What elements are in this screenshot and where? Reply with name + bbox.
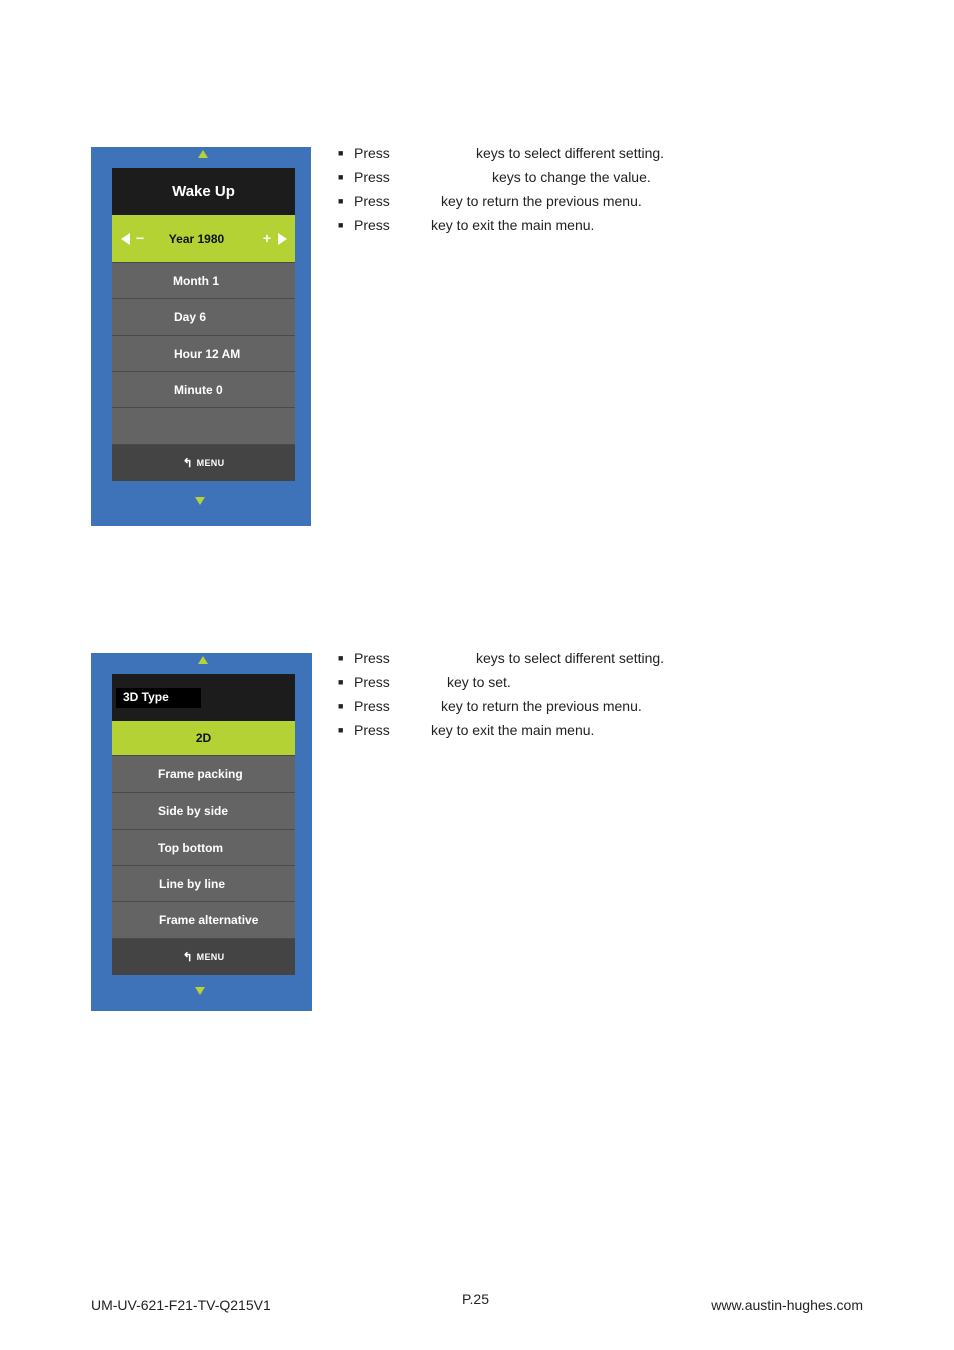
instruction-text: key to set. (447, 674, 511, 690)
wakeup-menu-footer[interactable] (112, 444, 295, 481)
type3d-row-frame-alternative[interactable]: Frame alternative (112, 901, 295, 938)
bullet-icon: ■ (338, 220, 344, 230)
type3d-selected-row[interactable]: 2D (112, 721, 295, 755)
wakeup-osd-panel (91, 147, 311, 526)
wakeup-row-minute[interactable]: Minute 0 (112, 371, 295, 407)
scroll-up-arrow-icon[interactable] (198, 656, 208, 664)
minus-icon: − (136, 229, 145, 246)
return-icon: ↰ (182, 456, 193, 470)
wakeup-menu (112, 168, 295, 481)
plus-icon: + (262, 229, 271, 246)
wakeup-row-empty (112, 407, 295, 444)
instruction-text: keys to change the value. (492, 169, 651, 185)
press-word: Press (354, 169, 390, 185)
press-word: Press (354, 650, 390, 666)
wakeup-row-day[interactable]: Day 6 (112, 298, 295, 335)
return-icon: ↰ (182, 950, 193, 964)
left-arrow-icon[interactable] (121, 233, 130, 245)
instruction-text: key to exit the main menu. (431, 722, 595, 738)
instruction-text: keys to select different setting. (476, 145, 665, 161)
wakeup-menu-title: Wake Up (112, 168, 295, 215)
instruction-text: key to return the previous menu. (441, 193, 642, 209)
scroll-down-arrow-icon[interactable] (195, 497, 205, 505)
type3d-menu-title: 3D Type (116, 688, 201, 708)
bullet-icon: ■ (338, 172, 344, 182)
instruction-text: key to return the previous menu. (441, 698, 642, 714)
type3d-row-frame-packing[interactable]: Frame packing (112, 755, 295, 792)
type3d-menu (112, 674, 295, 975)
bullet-icon: ■ (338, 196, 344, 206)
bullet-icon: ■ (338, 148, 344, 158)
type3d-row-top-bottom[interactable]: Top bottom (112, 829, 295, 865)
instruction-text: keys to select different setting. (476, 650, 665, 666)
menu-key-label: MENU (196, 458, 225, 468)
press-word: Press (354, 145, 390, 161)
wakeup-row-month[interactable]: Month 1 (112, 262, 295, 298)
press-word: Press (354, 193, 390, 209)
type3d-osd-panel (91, 653, 312, 1011)
type3d-row-side-by-side[interactable]: Side by side (112, 792, 295, 829)
press-word: Press (354, 674, 390, 690)
wakeup-row-hour[interactable]: Hour 12 AM (112, 335, 295, 371)
document-id: UM-UV-621-F21-TV-Q215V1 (91, 1297, 271, 1313)
scroll-down-arrow-icon[interactable] (195, 987, 205, 995)
wakeup-selected-label: Year 1980 (168, 231, 225, 246)
bullet-icon: ■ (338, 677, 344, 687)
right-arrow-icon[interactable] (278, 233, 287, 245)
page-number: P.25 (462, 1291, 489, 1307)
website-link[interactable]: www.austin-hughes.com (711, 1297, 863, 1313)
bullet-icon: ■ (338, 653, 344, 663)
menu-key-label: MENU (196, 952, 225, 962)
type3d-menu-title-bar (112, 674, 295, 721)
press-word: Press (354, 698, 390, 714)
press-word: Press (354, 722, 390, 738)
type3d-menu-footer[interactable] (112, 938, 295, 975)
scroll-up-arrow-icon[interactable] (198, 150, 208, 158)
instruction-text: key to exit the main menu. (431, 217, 595, 233)
press-word: Press (354, 217, 390, 233)
bullet-icon: ■ (338, 701, 344, 711)
wakeup-selected-row[interactable] (112, 215, 295, 262)
bullet-icon: ■ (338, 725, 344, 735)
type3d-row-line-by-line[interactable]: Line by line (112, 865, 295, 901)
